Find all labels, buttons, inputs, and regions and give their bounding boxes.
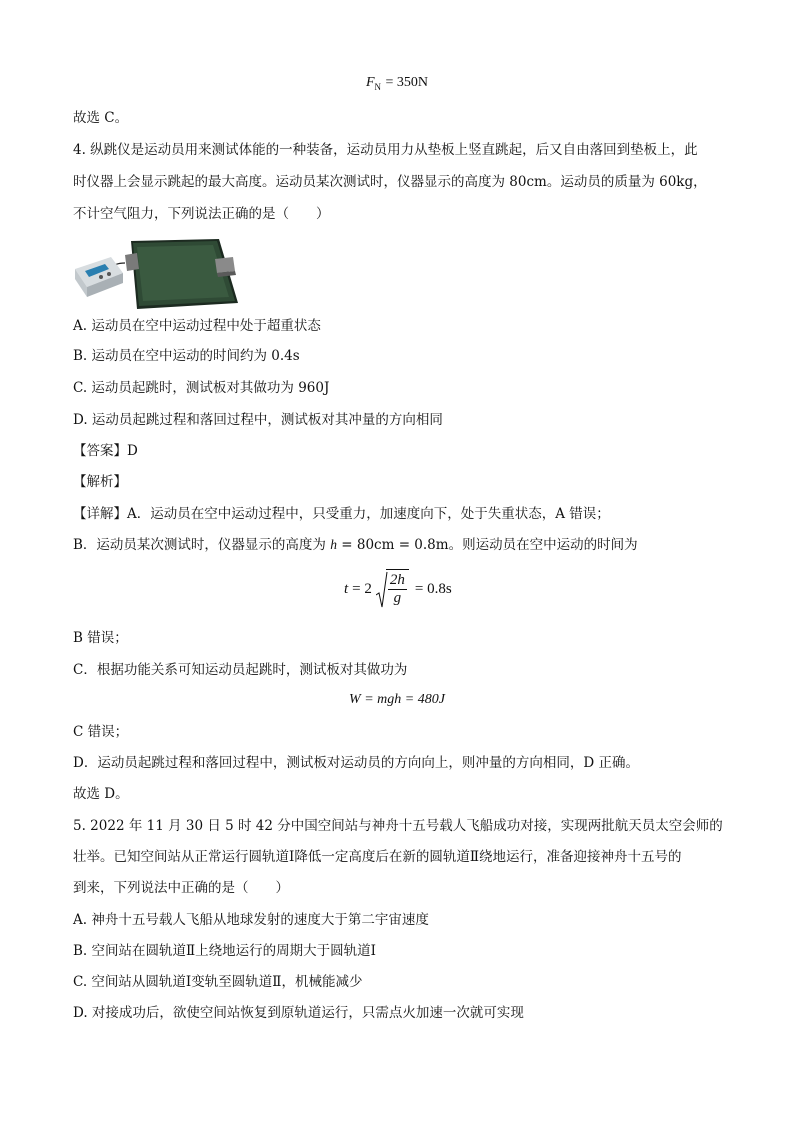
choose-c: 故选 C。 [73,110,129,126]
detail-a-text: A．运动员在空中运动过程中，只受重力，加速度向下，处于失重状态，A 错误； [127,506,610,522]
q5-option-b: B. 空间站在圆轨道Ⅱ上绕地运行的周期大于圆轨道Ⅰ [73,943,377,959]
formula-t-rhs: = 0.8s [414,580,452,597]
q5-stem-line2: 壮举。已知空间站从正常运行圆轨道Ⅰ降低一定高度后在新的圆轨道Ⅱ绕地运行，准备迎接神舟十五号的 [73,849,682,865]
formula-fn [0,72,794,97]
q5-stem-line3: 到来，下列说法中正确的是（ ） [73,880,289,896]
q4-option-c: C. 运动员起跳时，测试板对其做功为 960J [73,380,330,396]
q5-stem-line1: 5. 2022 年 11 月 30 日 5 时 42 分中国空间站与神舟十五号载人飞船成功对接，实现两批航天员太空会师的 [73,818,723,834]
fraction [388,572,407,607]
answer-label: 【答案】 [73,443,127,459]
q4-c-wrong: C 错误； [73,724,129,740]
q4-option-a: A. 运动员在空中运动过程中处于超重状态 [73,318,321,334]
detail-label: 【详解】 [73,506,127,522]
radical-icon [376,567,388,611]
q4-option-d: D. 运动员起跳过程和落回过程中，测试板对其冲量的方向相同 [73,412,443,428]
fraction-denominator: g [393,590,402,606]
formula-fn-lhs: F [365,75,375,90]
q4-analysis-label: 【解析】 [73,474,127,490]
q4-option-b: B. 运动员在空中运动的时间约为 0.4s [73,348,300,364]
formula-w-text: W = mgh = 480J [349,692,445,707]
formula-fn-sub: N [374,81,382,92]
q4-stem-line2: 时仪器上会显示跳起的最大高度。运动员某次测试时，仪器显示的高度为 80cm。运动员的质量为 60kg， [73,174,707,190]
formula-t [0,567,794,611]
q4-stem-line3: 不计空气阻力，下列说法正确的是（ ） [73,206,330,222]
detail-b-pre: B．运动员某次测试时，仪器显示的高度为 [73,537,331,553]
q5-option-c: C. 空间站从圆轨道Ⅰ变轨至圆轨道Ⅱ，机械能减少 [73,974,363,990]
detail-b-h: h [330,537,337,552]
sqrt-symbol [376,571,409,607]
q4-detail-b [73,535,638,555]
sqrt-body [386,569,409,607]
choose-d: 故选 D。 [73,786,129,802]
formula-t-lhs: t [344,580,349,597]
detail-b-post: = 80cm = 0.8m。则运动员在空中运动的时间为 [336,537,638,553]
jump-tester-illustration [73,233,243,313]
q4-b-wrong: B 错误； [73,630,128,646]
q4-detail-d: D．运动员起跳过程和落回过程中，测试板对运动员的方向向上，则冲量的方向相同，D 正确。 [73,755,639,771]
q5-option-a: A. 神舟十五号载人飞船从地球发射的速度大于第二宇宙速度 [73,912,429,928]
fraction-numerator: 2h [389,572,405,588]
q4-stem-line1: 4. 纵跳仪是运动员用来测试体能的一种装备，运动员用力从垫板上竖直跳起，后又自由落回到垫板上，此 [73,142,698,158]
formula-w [0,689,794,710]
formula-fn-rhs: = 350N [385,75,429,90]
answer-value: D [127,443,138,459]
q4-detail-a [73,504,610,524]
q4-detail-c: C．根据功能关系可知运动员起跳时，测试板对其做功为 [73,662,408,678]
q5-option-d: D. 对接成功后，欲使空间站恢复到原轨道运行，只需点火加速一次就可实现 [73,1005,524,1021]
formula-t-eq: = 2 [352,580,372,597]
q4-answer [73,441,138,461]
